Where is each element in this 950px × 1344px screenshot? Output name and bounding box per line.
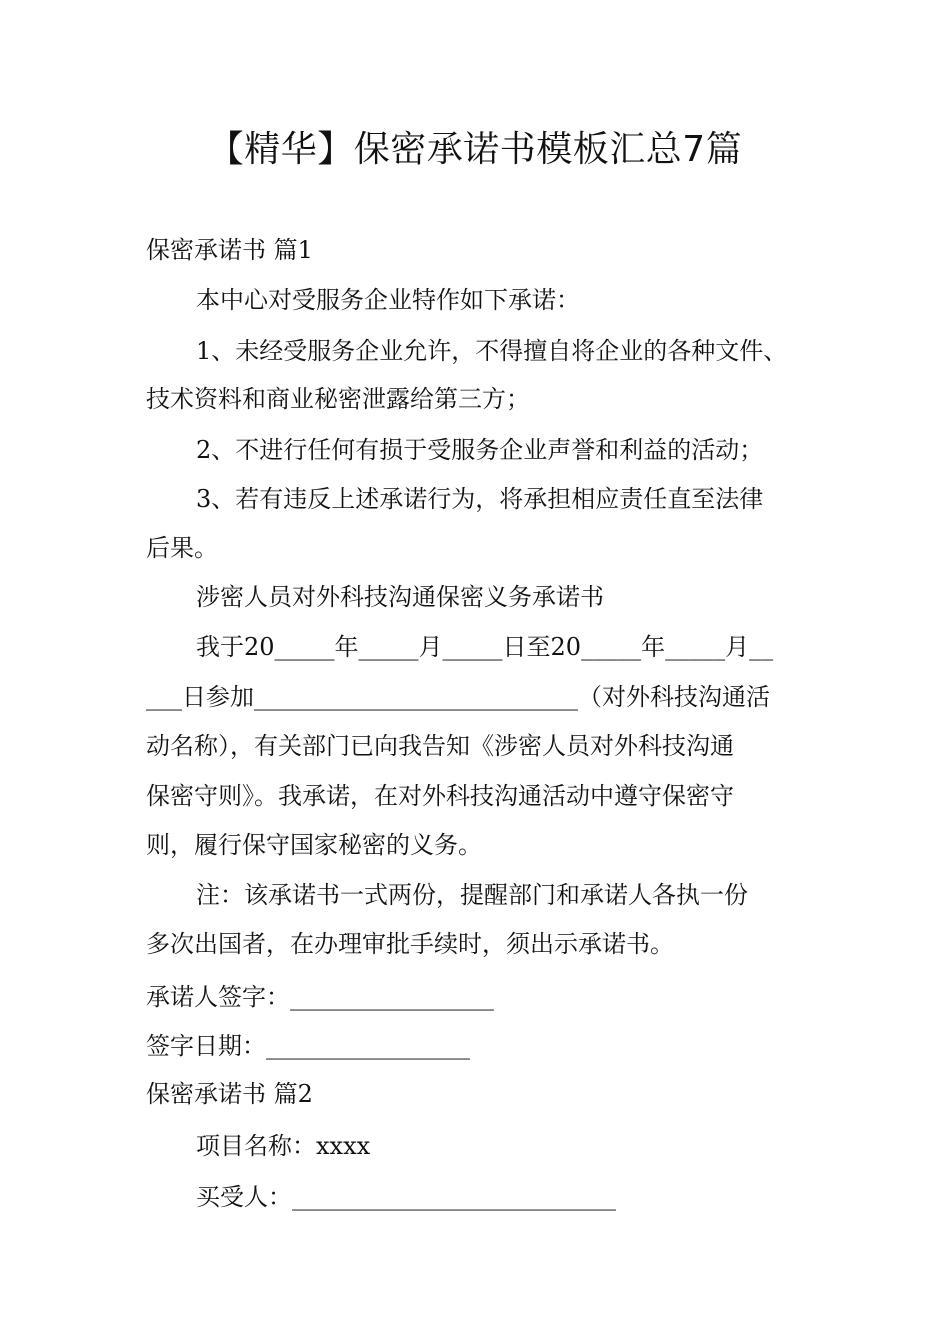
section-heading: 保密承诺书 篇2 [146, 1080, 313, 1108]
pledge-line: 我于20_____年_____月_____日至20_____年_____月__ [196, 633, 774, 661]
pledge-line: 保密守则》。我承诺，在对外科技沟通活动中遵守保密守 [146, 782, 734, 810]
sign-date-field: 签字日期：_________________ [146, 1032, 470, 1060]
signature-field: 承诺人签字：_________________ [146, 983, 494, 1011]
paragraph-item-1: 1、未经受服务企业允许，不得擅自将企业的各种文件、 [196, 337, 788, 365]
subtitle: 涉密人员对外科技沟通保密义务承诺书 [196, 583, 604, 611]
paragraph-item-1-cont: 技术资料和商业秘密泄露给第三方； [146, 385, 530, 413]
buyer-field: 买受人：___________________________ [196, 1183, 616, 1211]
document-title: 【精华】保密承诺书模板汇总7篇 [207, 129, 743, 170]
note-line: 注：该承诺书一式两份，提醒部门和承诺人各执一份 [196, 881, 748, 909]
section-heading: 保密承诺书 篇1 [146, 236, 313, 264]
project-name: 项目名称：xxxx [196, 1132, 371, 1160]
paragraph-item-3-cont: 后果。 [146, 534, 218, 562]
pledge-line: 动名称），有关部门已向我告知《涉密人员对外科技沟通 [146, 732, 734, 760]
pledge-line: ___日参加___________________________（对外科技沟通活 [146, 683, 770, 711]
pledge-line: 则，履行保守国家秘密的义务。 [146, 831, 482, 859]
paragraph-item-2: 2、不进行任何有损于受服务企业声誉和利益的活动； [196, 436, 764, 464]
note-line: 多次出国者，在办理审批手续时，须出示承诺书。 [146, 930, 674, 958]
paragraph-item-3: 3、若有违反上述承诺行为，将承担相应责任直至法律 [196, 485, 764, 513]
paragraph-intro: 本中心对受服务企业特作如下承诺： [196, 286, 580, 314]
